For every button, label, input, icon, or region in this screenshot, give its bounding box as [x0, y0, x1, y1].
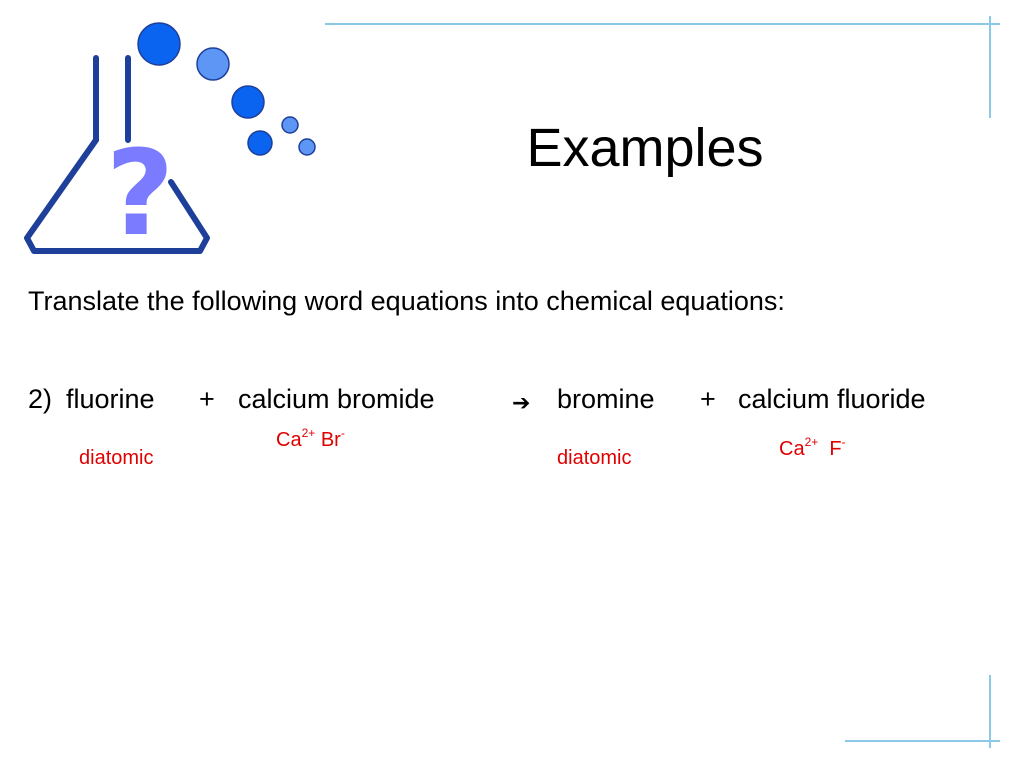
fluoride-ion-charge: - [841, 435, 846, 449]
yields-arrow-icon: ➔ [512, 390, 531, 415]
fluorine-diatomic-note: diatomic [79, 447, 154, 469]
product-calcium-fluoride: calcium fluoride [738, 384, 926, 414]
question-mark-icon: ? [105, 124, 175, 262]
instruction-text: Translate the following word equations into chemical equations: [28, 286, 785, 316]
bromide-ion-symbol: Br [320, 429, 341, 451]
slide-title: Examples [526, 118, 764, 178]
bromine-diatomic-note: diatomic [557, 447, 632, 469]
flask-logo [0, 0, 340, 270]
calcium-ion-symbol: Ca [276, 429, 302, 451]
equation-number: 2) [28, 384, 53, 414]
product-bromine: bromine [557, 384, 655, 414]
calcium-ion-charge: 2+ [804, 435, 819, 449]
calcium-bromide-ions [276, 428, 345, 452]
calcium-fluoride-ions [779, 437, 846, 461]
reactant-fluorine: fluorine [66, 384, 155, 414]
fluoride-ion-symbol: F [829, 438, 842, 460]
calcium-ion-symbol: Ca [779, 438, 805, 460]
bromide-ion-charge: - [340, 426, 345, 440]
calcium-ion-charge: 2+ [301, 426, 316, 440]
reactant-calcium-bromide: calcium bromide [238, 384, 435, 414]
plus-sign-1: + [199, 384, 215, 414]
plus-sign-2: + [700, 384, 716, 414]
